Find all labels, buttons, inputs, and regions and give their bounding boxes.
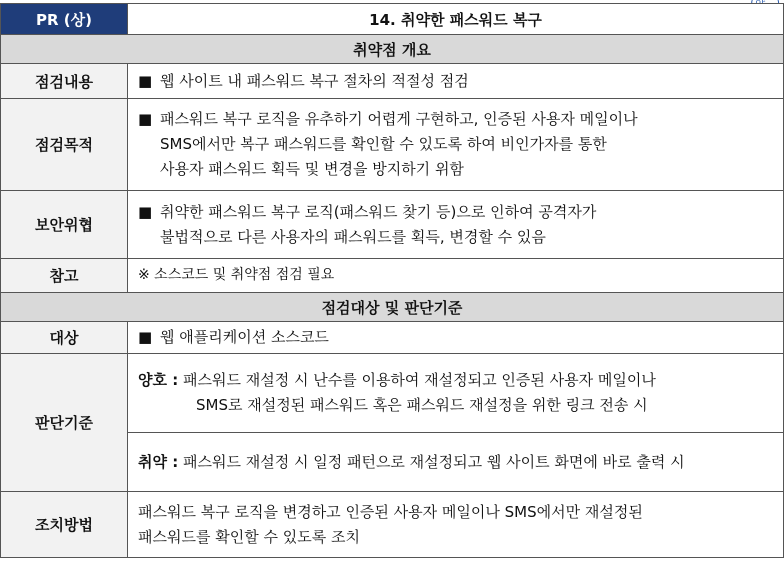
action-label: 조치방법: [1, 492, 128, 558]
bullet-icon: ■: [138, 71, 153, 90]
action-line-1: 패스워드 복구 로직을 변경하고 인증된 사용자 메일이나 SMS에서만 재설정된: [138, 502, 643, 521]
reference-text: ※ 소스코드 및 취약점 점검 필요: [128, 259, 784, 293]
action-row: [1, 492, 784, 558]
severity-code: PR (상): [1, 4, 128, 35]
section-overview-row: [1, 35, 784, 64]
target-label: 대상: [1, 322, 128, 354]
section-criteria-title: 점검대상 및 판단기준: [1, 293, 784, 322]
item-title: 14. 취약한 패스워드 복구: [128, 4, 784, 35]
target-text: 웹 애플리케이션 소스코드: [160, 328, 329, 346]
bullet-icon: ■: [138, 202, 153, 221]
judgement-content: [128, 354, 784, 492]
check-label: 점검내용: [1, 64, 128, 99]
purpose-row: [1, 99, 784, 191]
target-content: [128, 322, 784, 354]
judgement-row: [1, 354, 784, 492]
threat-content: [128, 191, 784, 259]
check-text: 웹 사이트 내 패스워드 복구 절차의 적절성 점검: [160, 71, 469, 90]
target-row: [1, 322, 784, 354]
good-label: 양호 :: [138, 371, 179, 389]
action-content: [128, 492, 784, 558]
threat-label: 보안위협: [1, 191, 128, 259]
section-overview-title: 취약점 개요: [1, 35, 784, 64]
header-row: [1, 4, 784, 35]
threat-line-1: 취약한 패스워드 복구 로직(패스워드 찾기 등)으로 인하여 공격자가: [160, 202, 597, 221]
threat-row: [1, 191, 784, 259]
vulnerability-table: [0, 3, 784, 558]
section-criteria-row: [1, 293, 784, 322]
good-criteria: [128, 354, 783, 432]
good-line-2: SMS로 재설정된 패스워드 혹은 패스워드 재설정을 위한 링크 전송 시: [196, 396, 648, 414]
purpose-content: [128, 99, 784, 191]
bullet-icon: ■: [138, 110, 153, 128]
purpose-line-3: 사용자 패스워드 획득 및 변경을 방지하기 위함: [160, 160, 464, 178]
action-line-2: 패스워드를 확인할 수 있도록 조치: [138, 527, 360, 546]
check-row: [1, 64, 784, 99]
check-content: [128, 64, 784, 99]
bad-text: 패스워드 재설정 시 일정 패턴으로 재설정되고 웹 사이트 화면에 바로 출력 시: [182, 452, 685, 471]
purpose-line-1: 패스워드 복구 로직을 유추하기 어렵게 구현하고, 인증된 사용자 메일이나: [160, 110, 638, 128]
bullet-icon: ■: [138, 328, 153, 346]
judgement-label: 판단기준: [1, 354, 128, 492]
purpose-label: 점검목적: [1, 99, 128, 191]
purpose-line-2: SMS에서만 복구 패스워드를 확인할 수 있도록 하여 비인가자를 통한: [160, 135, 607, 153]
threat-line-2: 불법적으로 다른 사용자의 패스워드를 획득, 변경할 수 있음: [160, 227, 546, 246]
bad-criteria: [128, 432, 783, 491]
reference-label: 참고: [1, 259, 128, 293]
reference-row: [1, 259, 784, 293]
bad-label: 취약 :: [138, 452, 179, 471]
good-line-1: 패스워드 재설정 시 난수를 이용하여 재설정되고 인증된 사용자 메일이나: [182, 371, 656, 389]
